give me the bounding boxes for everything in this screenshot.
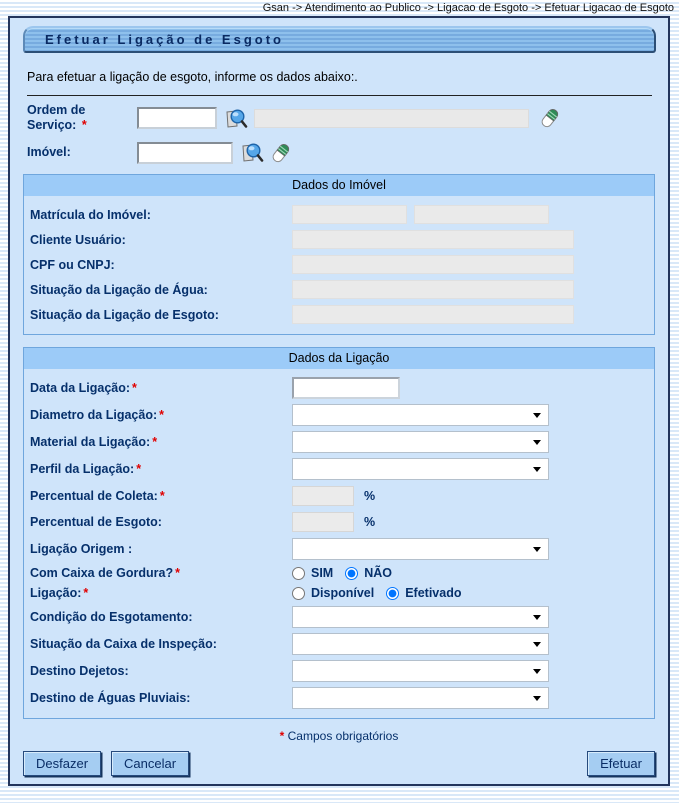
cliente-usuario-value	[292, 230, 574, 249]
perfil-select-wrap	[292, 458, 549, 480]
destino-dejetos-row	[30, 660, 649, 682]
situacao-esgoto-label: Situação da Ligação de Esgoto:	[30, 307, 219, 322]
destino-aguas-pluviais-row	[30, 687, 649, 709]
diametro-select-wrap	[292, 404, 549, 426]
ordem-servico-input[interactable]	[137, 107, 217, 129]
condicao-esgotamento-select[interactable]	[293, 607, 548, 627]
condicao-esgotamento-label: Condição do Esgotamento:	[30, 610, 193, 624]
caixa-gordura-label	[30, 566, 292, 580]
caixa-gordura-radio-sim[interactable]	[292, 567, 305, 580]
imovel-input[interactable]	[137, 142, 233, 164]
required-asterisk: *	[81, 118, 87, 132]
diametro-label	[30, 408, 292, 422]
imovel-row	[27, 140, 652, 165]
label-text: Ligação:	[30, 586, 82, 600]
caixa-gordura-option-sim[interactable]	[292, 566, 333, 580]
intro-text: Para efetuar a ligação de esgoto, informe os dados abaixo:.	[27, 70, 358, 84]
ligacao-radio-disponivel[interactable]	[292, 587, 305, 600]
ligacao-origem-label: Ligação Origem :	[30, 542, 133, 556]
ligacao-origem-row	[30, 538, 649, 560]
material-select[interactable]	[293, 432, 548, 452]
destino-dejetos-select[interactable]	[293, 661, 548, 681]
label-text: Material da Ligação:	[30, 435, 151, 449]
radio-option-label: NÃO	[364, 566, 393, 580]
percentual-esgoto-row	[30, 512, 649, 532]
cpf-cnpj-row	[30, 255, 649, 274]
perfil-label	[30, 462, 292, 476]
ligacao-origem-select-wrap	[292, 538, 549, 560]
caixa-gordura-radio-group	[292, 566, 404, 580]
ordem-servico-label	[27, 103, 137, 133]
situacao-caixa-inspecao-select-wrap	[292, 633, 549, 655]
label-text: Imóvel:	[27, 145, 71, 159]
dados-ligacao-panel	[23, 347, 655, 719]
ligacao-radio-efetivado[interactable]	[386, 587, 399, 600]
required-fields-note	[10, 729, 668, 743]
diametro-select[interactable]	[293, 405, 548, 425]
caixa-gordura-radio-nao[interactable]	[345, 567, 358, 580]
required-asterisk: *	[279, 729, 285, 743]
destino-dejetos-label: Destino Dejetos:	[30, 664, 129, 678]
caixa-gordura-row	[30, 566, 649, 580]
dados-imovel-header: Dados do Imóvel	[24, 175, 654, 196]
ligacao-origem-select[interactable]	[293, 539, 548, 559]
dados-ligacao-header: Dados da Ligação	[24, 348, 654, 369]
perfil-select[interactable]	[293, 459, 548, 479]
condicao-esgotamento-select-wrap	[292, 606, 549, 628]
search-icon	[223, 106, 248, 131]
percentual-esgoto-label: Percentual de Esgoto:	[30, 515, 162, 529]
percent-sign: %	[364, 489, 376, 503]
radio-option-label: Efetivado	[405, 586, 462, 600]
label-text: Data da Ligação:	[30, 381, 131, 395]
matricula-value-1	[292, 205, 407, 224]
destino-dejetos-select-wrap	[292, 660, 549, 682]
material-label	[30, 435, 292, 449]
ordem-servico-row	[27, 103, 652, 133]
percent-sign: %	[364, 515, 376, 529]
required-asterisk: *	[132, 381, 137, 395]
ligacao-option-efetivado[interactable]	[386, 586, 461, 600]
situacao-caixa-inspecao-select[interactable]	[293, 634, 548, 654]
destino-aguas-pluviais-select-wrap	[292, 687, 549, 709]
situacao-esgoto-row	[30, 305, 649, 324]
required-asterisk: *	[175, 566, 180, 580]
material-select-wrap	[292, 431, 549, 453]
label-text: Diametro da Ligação:	[30, 408, 158, 422]
matricula-label: Matrícula do Imóvel:	[30, 207, 151, 222]
ordem-servico-description-field	[254, 109, 529, 128]
action-buttons-row	[23, 745, 655, 776]
efetuar-ligacao-esgoto-form	[8, 16, 670, 786]
ligacao-radio-group	[292, 586, 473, 600]
page-title: Efetuar Ligação de Esgoto	[23, 26, 656, 53]
imovel-search-button[interactable]	[239, 140, 264, 165]
percentual-esgoto-input	[292, 512, 354, 532]
destino-aguas-pluviais-select[interactable]	[293, 688, 548, 708]
radio-option-label: Disponível	[311, 586, 375, 600]
data-ligacao-row	[30, 377, 649, 399]
required-asterisk: *	[152, 435, 158, 449]
label-text: Ordem de Serviço:	[27, 103, 86, 132]
ligacao-row	[30, 586, 649, 600]
ligacao-label	[30, 586, 292, 600]
destino-aguas-pluviais-label: Destino de Águas Pluviais:	[30, 691, 191, 705]
dados-imovel-body	[24, 196, 654, 334]
radio-option-label: SIM	[311, 566, 334, 580]
situacao-agua-label: Situação da Ligação de Água:	[30, 282, 208, 297]
data-ligacao-label	[30, 381, 292, 395]
required-asterisk: *	[159, 408, 164, 422]
eraser-icon	[270, 141, 291, 165]
situacao-agua-row	[30, 280, 649, 299]
material-row	[30, 431, 649, 453]
eraser-icon	[539, 106, 560, 130]
cliente-usuario-label: Cliente Usuário:	[30, 232, 126, 247]
label-text: Perfil da Ligação:	[30, 462, 135, 476]
ordem-servico-search-button[interactable]	[223, 106, 248, 131]
situacao-esgoto-value	[292, 305, 574, 324]
divider	[27, 95, 652, 96]
situacao-caixa-inspecao-label: Situação da Caixa de Inspeção:	[30, 637, 217, 651]
required-asterisk: *	[83, 586, 89, 600]
percentual-coleta-input	[292, 486, 354, 506]
ligacao-option-disponivel[interactable]	[292, 586, 374, 600]
cpf-cnpj-label: CPF ou CNPJ:	[30, 257, 115, 272]
label-text: Com Caixa de Gordura?	[30, 566, 174, 580]
data-ligacao-input[interactable]	[292, 377, 400, 399]
ordem-servico-clear-button[interactable]	[539, 106, 560, 130]
cpf-cnpj-value	[292, 255, 574, 274]
dados-imovel-panel	[23, 174, 655, 335]
required-note-text: Campos obrigatórios	[287, 729, 399, 743]
search-icon	[239, 140, 264, 165]
percentual-coleta-label	[30, 489, 292, 503]
breadcrumb: Gsan -> Atendimento ao Publico -> Ligacao de Esgoto -> Efetuar Ligacao de Esgoto	[262, 2, 674, 14]
dados-ligacao-body	[24, 369, 654, 718]
cancelar-button[interactable]: Cancelar	[111, 751, 189, 776]
perfil-row	[30, 458, 649, 480]
efetuar-button[interactable]: Efetuar	[587, 751, 655, 776]
diametro-row	[30, 404, 649, 426]
condicao-esgotamento-row	[30, 606, 649, 628]
situacao-caixa-inspecao-row	[30, 633, 649, 655]
imovel-clear-button[interactable]	[270, 141, 291, 165]
desfazer-button[interactable]: Desfazer	[23, 751, 101, 776]
required-asterisk: *	[136, 462, 142, 476]
required-asterisk: *	[159, 489, 165, 503]
caixa-gordura-option-nao[interactable]	[345, 566, 392, 580]
label-text: Percentual de Coleta:	[30, 489, 158, 503]
percentual-coleta-row	[30, 486, 649, 506]
matricula-value-2	[414, 205, 549, 224]
matricula-row	[30, 205, 649, 224]
cliente-usuario-row	[30, 230, 649, 249]
imovel-label	[27, 145, 137, 160]
situacao-agua-value	[292, 280, 574, 299]
